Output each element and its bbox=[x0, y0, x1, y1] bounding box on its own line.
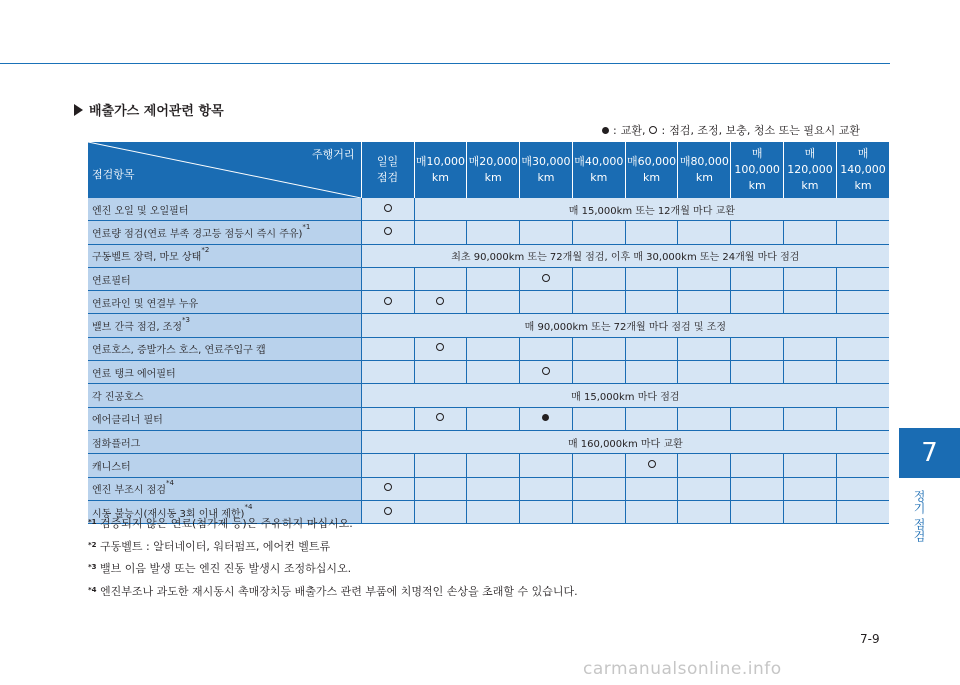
interval-distance: 매40,000 bbox=[574, 155, 624, 168]
legend-prefix-2: : bbox=[661, 123, 666, 137]
interval-distance: 매20,000 bbox=[468, 155, 518, 168]
legend bbox=[602, 122, 860, 138]
interval-cell bbox=[520, 221, 573, 244]
item-label: 시동 불능시(재시동 3회 이내 제한) bbox=[92, 508, 245, 520]
inspection-item bbox=[88, 454, 361, 477]
interval-header bbox=[572, 142, 625, 198]
daily-check-cell bbox=[361, 477, 414, 500]
daily-check-header bbox=[361, 142, 414, 198]
interval-cell bbox=[625, 407, 678, 430]
inspection-item bbox=[88, 267, 361, 290]
item-label: 연료량 점검(연료 부족 경고등 점등시 즉시 주유) bbox=[92, 228, 303, 240]
interval-cell bbox=[572, 267, 625, 290]
filled-dot-icon bbox=[542, 414, 549, 421]
interval-cell bbox=[625, 477, 678, 500]
interval-unit: km bbox=[643, 171, 661, 184]
open-circle-icon bbox=[384, 227, 392, 235]
footnote-mark: *3 bbox=[182, 316, 190, 325]
interval-cell bbox=[520, 454, 573, 477]
footnote-mark: *4 bbox=[244, 502, 253, 511]
interval-cell bbox=[678, 267, 731, 290]
interval-unit: km bbox=[537, 171, 555, 184]
table-row bbox=[88, 337, 889, 360]
schedule-note-cell: 매 15,000km 마다 점검 bbox=[361, 384, 889, 407]
interval-cell bbox=[731, 291, 784, 314]
chapter-tab[interactable]: 7 bbox=[899, 428, 960, 478]
footnote-mark: *3 bbox=[88, 563, 97, 571]
inspection-item bbox=[88, 384, 361, 407]
interval-cell bbox=[784, 337, 837, 360]
interval-cell bbox=[467, 267, 520, 290]
interval-cell bbox=[678, 221, 731, 244]
interval-cell bbox=[731, 337, 784, 360]
item-header: 점검항목 bbox=[92, 168, 135, 181]
interval-cell bbox=[784, 477, 837, 500]
maintenance-schedule-table bbox=[88, 142, 889, 524]
open-circle-icon bbox=[436, 343, 444, 351]
table-row bbox=[88, 244, 889, 267]
inspection-item bbox=[88, 291, 361, 314]
interval-cell bbox=[784, 267, 837, 290]
interval-distance: 매140,000 bbox=[840, 147, 886, 176]
interval-distance: 매60,000 bbox=[627, 155, 677, 168]
interval-cell bbox=[678, 291, 731, 314]
item-label: 에어클리너 필터 bbox=[92, 415, 163, 427]
footnote-mark: *2 bbox=[88, 540, 97, 549]
interval-cell bbox=[625, 291, 678, 314]
interval-header bbox=[836, 142, 889, 198]
interval-cell bbox=[731, 407, 784, 430]
interval-cell bbox=[467, 361, 520, 384]
open-circle-icon bbox=[542, 367, 550, 375]
interval-cell bbox=[784, 407, 837, 430]
inspection-item bbox=[88, 198, 361, 221]
interval-cell bbox=[572, 337, 625, 360]
item-label: 연료 탱크 에어필터 bbox=[92, 368, 176, 380]
interval-unit: km bbox=[748, 179, 766, 192]
interval-cell bbox=[678, 337, 731, 360]
footnote bbox=[88, 536, 578, 559]
footnote bbox=[88, 558, 578, 581]
interval-header bbox=[731, 142, 784, 198]
interval-cell bbox=[731, 500, 784, 523]
interval-cell bbox=[467, 407, 520, 430]
inspection-item bbox=[88, 361, 361, 384]
interval-cell bbox=[414, 407, 467, 430]
footnote-mark: *1 bbox=[302, 222, 311, 231]
interval-cell bbox=[572, 500, 625, 523]
interval-cell bbox=[625, 361, 678, 384]
interval-cell bbox=[836, 407, 889, 430]
footnotes bbox=[88, 513, 578, 603]
watermark: carmanualsonline.info bbox=[583, 659, 782, 679]
interval-cell bbox=[572, 407, 625, 430]
interval-cell bbox=[678, 500, 731, 523]
interval-distance: 매80,000 bbox=[679, 155, 729, 168]
footnote bbox=[88, 513, 578, 536]
footnote-mark: *2 bbox=[201, 246, 210, 255]
footnote-mark: *4 bbox=[165, 479, 174, 488]
open-circle-icon bbox=[649, 126, 657, 134]
interval-cell bbox=[731, 267, 784, 290]
table-row bbox=[88, 361, 889, 384]
interval-cell bbox=[414, 454, 467, 477]
interval-header bbox=[625, 142, 678, 198]
interval-cell bbox=[836, 454, 889, 477]
interval-cell bbox=[784, 500, 837, 523]
schedule-note-cell: 매 160,000km 마다 교환 bbox=[361, 430, 889, 453]
interval-cell bbox=[520, 477, 573, 500]
item-label: 엔진 부조시 점검 bbox=[92, 485, 166, 497]
daily-check-cell bbox=[361, 221, 414, 244]
inspection-item bbox=[88, 244, 361, 267]
schedule-note-cell: 매 15,000km 또는 12개월 마다 교환 bbox=[414, 198, 889, 221]
interval-cell bbox=[625, 267, 678, 290]
footnote bbox=[88, 581, 578, 604]
legend-dot-text: 교환, bbox=[620, 124, 646, 137]
table-row bbox=[88, 430, 889, 453]
interval-cell bbox=[625, 337, 678, 360]
page-number: 7-9 bbox=[860, 632, 880, 646]
open-circle-icon bbox=[384, 204, 392, 212]
daily-check-cell bbox=[361, 267, 414, 290]
interval-cell bbox=[467, 477, 520, 500]
daily-header-line1: 일일 bbox=[376, 155, 399, 168]
table-header-row bbox=[88, 142, 889, 198]
table-row bbox=[88, 267, 889, 290]
table-row bbox=[88, 314, 889, 337]
footnote-text: 밸브 이음 발생 또는 엔진 진동 발생시 조정하십시오. bbox=[100, 562, 352, 575]
table-row bbox=[88, 198, 889, 221]
interval-cell bbox=[572, 454, 625, 477]
interval-distance: 매120,000 bbox=[787, 147, 833, 176]
section-title bbox=[74, 100, 224, 119]
inspection-item bbox=[88, 430, 361, 453]
interval-cell bbox=[520, 337, 573, 360]
interval-cell bbox=[836, 361, 889, 384]
interval-unit: km bbox=[695, 171, 713, 184]
item-label: 구동벨트 장력, 마모 상태 bbox=[92, 252, 202, 264]
filled-dot-icon bbox=[602, 127, 609, 134]
interval-cell bbox=[836, 337, 889, 360]
interval-cell bbox=[520, 407, 573, 430]
chapter-label: 정기 점검 bbox=[912, 490, 926, 542]
schedule-note-cell: 최초 90,000km 또는 72개월 점검, 이후 매 30,000km 또는 24개월 마다 점검 bbox=[361, 244, 889, 267]
daily-header-line2: 점검 bbox=[376, 171, 399, 184]
interval-unit: km bbox=[484, 171, 502, 184]
interval-cell bbox=[678, 454, 731, 477]
schedule-note-cell: 매 90,000km 또는 72개월 마다 점검 및 조정 bbox=[361, 314, 889, 337]
interval-distance: 매100,000 bbox=[734, 147, 780, 176]
interval-cell bbox=[414, 221, 467, 244]
interval-cell bbox=[520, 267, 573, 290]
interval-cell bbox=[678, 407, 731, 430]
table-row bbox=[88, 477, 889, 500]
corner-header bbox=[88, 142, 361, 198]
interval-cell bbox=[467, 221, 520, 244]
interval-cell bbox=[572, 361, 625, 384]
inspection-item bbox=[88, 477, 361, 500]
item-label: 캐니스터 bbox=[92, 461, 131, 473]
interval-cell bbox=[572, 291, 625, 314]
interval-cell bbox=[731, 221, 784, 244]
interval-cell bbox=[520, 361, 573, 384]
legend-circle-text: 점검, 조정, 보충, 청소 또는 필요시 교환 bbox=[669, 124, 861, 137]
interval-unit: km bbox=[801, 179, 819, 192]
interval-cell bbox=[678, 361, 731, 384]
interval-cell bbox=[572, 477, 625, 500]
interval-cell bbox=[625, 221, 678, 244]
daily-check-cell bbox=[361, 291, 414, 314]
legend-prefix: : bbox=[613, 123, 617, 137]
interval-distance: 매10,000 bbox=[415, 155, 465, 168]
item-label: 점화플러그 bbox=[92, 438, 141, 450]
interval-cell bbox=[467, 291, 520, 314]
daily-check-cell bbox=[361, 337, 414, 360]
item-label: 엔진 오일 및 오일필터 bbox=[92, 205, 189, 217]
interval-cell bbox=[731, 361, 784, 384]
footnote-text: 구동벨트 : 알터네이터, 워터펌프, 에어컨 벨트류 bbox=[100, 539, 331, 553]
interval-cell bbox=[467, 337, 520, 360]
interval-header bbox=[414, 142, 467, 198]
interval-cell bbox=[836, 477, 889, 500]
interval-cell bbox=[414, 361, 467, 384]
interval-header bbox=[520, 142, 573, 198]
table-row bbox=[88, 384, 889, 407]
table-row bbox=[88, 221, 889, 244]
interval-header bbox=[467, 142, 520, 198]
open-circle-icon bbox=[436, 297, 444, 305]
interval-cell bbox=[836, 291, 889, 314]
interval-cell bbox=[414, 477, 467, 500]
open-circle-icon bbox=[542, 274, 550, 282]
interval-distance: 매30,000 bbox=[521, 155, 571, 168]
item-label: 각 진공호스 bbox=[92, 392, 144, 404]
section-title-text: 배출가스 제어관련 항목 bbox=[89, 104, 224, 119]
daily-check-cell bbox=[361, 454, 414, 477]
interval-cell bbox=[414, 291, 467, 314]
daily-check-cell bbox=[361, 361, 414, 384]
interval-cell bbox=[467, 454, 520, 477]
top-rule bbox=[0, 63, 890, 64]
interval-cell bbox=[784, 291, 837, 314]
open-circle-icon bbox=[436, 413, 444, 421]
interval-cell bbox=[731, 454, 784, 477]
interval-cell bbox=[836, 267, 889, 290]
interval-cell bbox=[520, 291, 573, 314]
interval-cell bbox=[836, 221, 889, 244]
inspection-item bbox=[88, 337, 361, 360]
item-label: 연료필터 bbox=[92, 275, 131, 287]
footnote-text: 검증되지 않은 연료(첨가제 등)은 주유하지 마십시오. bbox=[100, 517, 353, 530]
distance-header: 주행거리 bbox=[311, 148, 355, 161]
interval-cell bbox=[784, 361, 837, 384]
inspection-item bbox=[88, 407, 361, 430]
table-row bbox=[88, 454, 889, 477]
open-circle-icon bbox=[384, 297, 392, 305]
item-label: 밸브 간극 점검, 조정 bbox=[92, 322, 182, 334]
interval-header bbox=[784, 142, 837, 198]
footnote-mark: *1 bbox=[88, 518, 97, 526]
interval-unit: km bbox=[431, 171, 449, 184]
interval-unit: km bbox=[590, 171, 608, 184]
interval-cell bbox=[784, 221, 837, 244]
interval-cell bbox=[625, 454, 678, 477]
interval-cell bbox=[414, 267, 467, 290]
triangle-bullet-icon bbox=[74, 104, 83, 116]
interval-cell bbox=[414, 337, 467, 360]
table-row bbox=[88, 407, 889, 430]
inspection-item bbox=[88, 314, 361, 337]
interval-header bbox=[678, 142, 731, 198]
interval-cell bbox=[625, 500, 678, 523]
interval-cell bbox=[678, 477, 731, 500]
interval-unit: km bbox=[854, 179, 872, 192]
interval-cell bbox=[731, 477, 784, 500]
inspection-item bbox=[88, 221, 361, 244]
open-circle-icon bbox=[384, 483, 392, 491]
table-row bbox=[88, 291, 889, 314]
footnote-mark: *4 bbox=[88, 585, 97, 594]
footnote-text: 엔진부조나 과도한 재시동시 촉매장치등 배출가스 관련 부품에 치명적인 손상을 초래할 수 있습니다. bbox=[100, 584, 578, 598]
item-label: 연료라인 및 연결부 누유 bbox=[92, 298, 199, 310]
item-label: 연료호스, 증발가스 호스, 연료주입구 캡 bbox=[92, 345, 266, 357]
open-circle-icon bbox=[648, 460, 656, 468]
interval-cell bbox=[836, 500, 889, 523]
daily-check-cell bbox=[361, 407, 414, 430]
interval-cell bbox=[784, 454, 837, 477]
daily-check-cell bbox=[361, 198, 414, 221]
interval-cell bbox=[572, 221, 625, 244]
